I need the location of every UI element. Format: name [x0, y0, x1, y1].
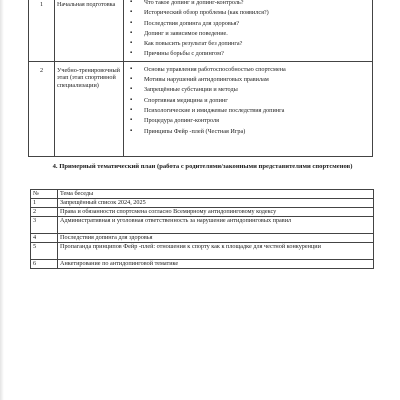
table-row — [29, 0, 373, 61]
row-number: 6 — [31, 260, 58, 269]
stage-cell — [55, 0, 124, 61]
table-row — [31, 234, 374, 243]
row-topic: Последствия допинга для здоровья — [58, 234, 374, 243]
topic-item: ▪ Принципы Фейр -плей (Честная Игра) — [128, 128, 370, 138]
table-row — [31, 260, 374, 269]
scan-edge-shadow — [0, 0, 4, 400]
table-header-row — [31, 190, 374, 199]
topic-item: ▪ Процедура допинг-контроля — [128, 117, 370, 127]
row-number: 4 — [31, 234, 58, 243]
row-topic: Пропаганда принципов Фейр -плей: отношения к спорту как к площадке для честной конкуренции — [58, 243, 374, 260]
header-topic: Тема беседы — [58, 190, 374, 199]
topic-item: ▪ Мотивы нарушений антидопинговых правилам — [128, 76, 370, 86]
topic-item: ▪ Причины борьбы с допингом? — [128, 50, 370, 60]
row-topic: Анкетирование по антидопинговой тематике — [58, 260, 374, 269]
table-row — [29, 61, 373, 156]
topic-item: ▪ Запрещённые субстанции и методы — [128, 86, 370, 96]
table-row — [31, 217, 374, 234]
topic-item: ▪ Как повысить результат без допинга? — [128, 40, 370, 50]
stage-topics-table — [28, 0, 373, 157]
row-number: 5 — [31, 243, 58, 260]
topic-item: ▪ Последствия допинга для здоровья? — [128, 20, 370, 30]
topic-item: ▪ Основы управления работоспособностью спортсмена — [128, 66, 370, 76]
row-topic: Запрещённый список 2024, 2025 — [58, 199, 374, 208]
row-number: 3 — [31, 217, 58, 234]
row-topic: Административная и уголовная ответственность за нарушение антидопинговых правил — [58, 217, 374, 234]
topics-cell — [124, 61, 373, 156]
topic-item: ▪ Спортивная медицина и допинг — [128, 97, 370, 107]
table-row — [31, 243, 374, 260]
topic-item: ▪ Психологические и имиджевые последствия допинга — [128, 107, 370, 117]
topic-item: ▪ Что такое допинг и допинг-контроль? — [128, 0, 370, 9]
section-heading: 4. Примерный тематический план (работа с родителями/законными представителями спортсменов) — [52, 163, 353, 170]
row-number: 1 — [31, 199, 58, 208]
row-number — [29, 61, 55, 156]
row-topic: Права и обязанности спортсмена согласно Всемирному антидопинговому кодексу — [58, 208, 374, 217]
stage-cell — [55, 61, 124, 156]
parent-plan-table — [30, 189, 374, 269]
topics-cell — [124, 0, 373, 61]
row-number-text: 1 — [39, 1, 44, 8]
topic-item: ▪ Исторический обзор проблемы (как появился?) — [128, 9, 370, 19]
topic-item: ▪ Допинг и зависимое поведение. — [128, 30, 370, 40]
row-number-text: 2 — [39, 66, 44, 74]
header-num: № — [31, 190, 58, 199]
topic-list — [128, 0, 370, 61]
topic-list — [128, 66, 370, 138]
stage-name: Начальная подготовка — [57, 1, 116, 8]
stage-name: Учебно-тренировочный этап (этап спортивной специализации) — [57, 66, 120, 89]
row-number — [29, 0, 55, 61]
table-row — [31, 199, 374, 208]
row-number: 2 — [31, 208, 58, 217]
table-row — [31, 208, 374, 217]
